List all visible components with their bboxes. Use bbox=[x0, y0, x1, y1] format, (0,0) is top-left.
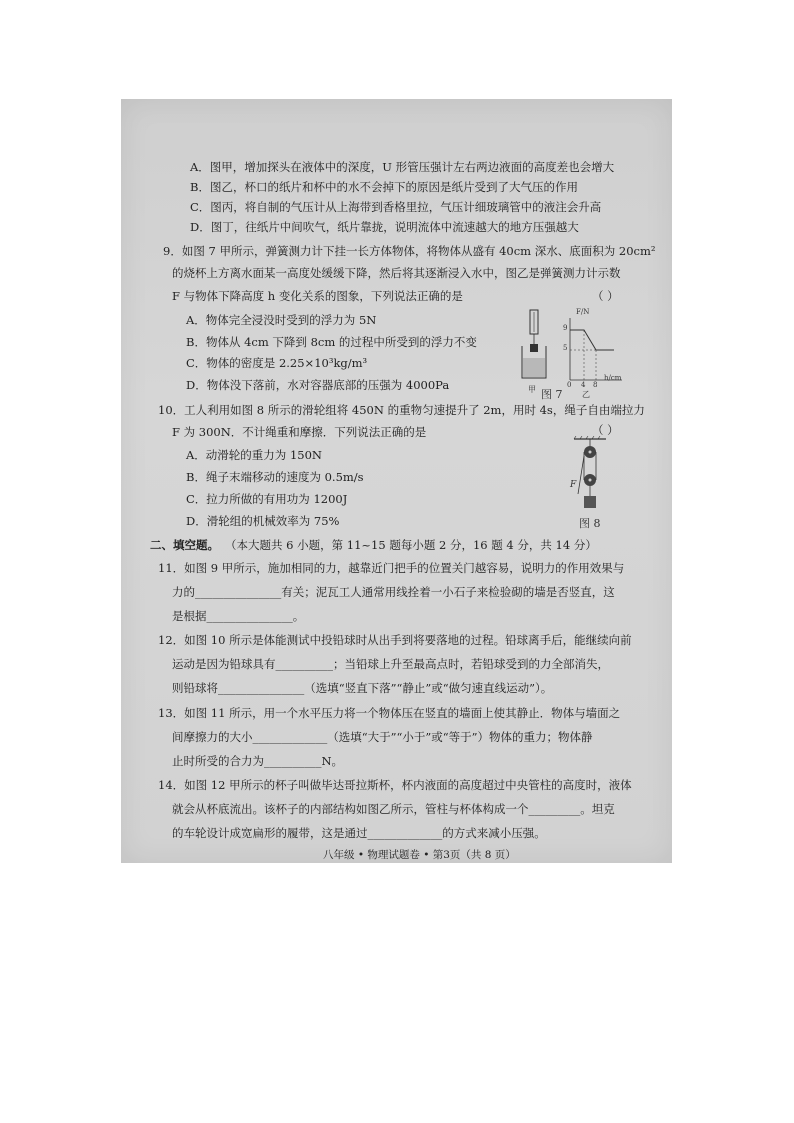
fig8-force-label: F bbox=[570, 480, 577, 490]
q10-option-d: D．滑轮组的机械效率为 75% bbox=[186, 514, 340, 528]
fig7-x-axis-label: h/cm bbox=[604, 374, 622, 382]
fig7-y-axis-label: F/N bbox=[576, 308, 590, 316]
q10-option-c: C．拉力所做的有用功为 1200J bbox=[186, 492, 348, 506]
section-2-title: 二、填空题。 bbox=[150, 538, 219, 552]
section-2-description: （本大题共 6 小题，第 11~15 题每小题 2 分，16 题 4 分，共 14 分） bbox=[225, 538, 597, 552]
q14-line1: 14．如图 12 甲所示的杯子叫做毕达哥拉斯杯，杯内液面的高度超过中央管柱的高度时，液体 bbox=[158, 778, 632, 792]
fig7-tick-8: 8 bbox=[593, 381, 598, 389]
q9-option-a: A．物体完全浸没时受到的浮力为 5N bbox=[186, 313, 377, 327]
fig7-caption: 图 7 bbox=[541, 388, 563, 401]
q9-stem-line2: 的烧杯上方离水面某一高度处缓缓下降，然后将其逐渐浸入水中，图乙是弹簧测力计示数 bbox=[172, 266, 621, 280]
page-footer: 八年级 • 物理试题卷 • 第3页（共 8 页） bbox=[323, 849, 516, 861]
q9-option-d: D．物体没下落前，水对容器底部的压强为 4000Pa bbox=[186, 378, 450, 392]
q9-stem-line3: F 与物体下降高度 h 变化关系的图象，下列说法正确的是 bbox=[172, 289, 463, 303]
fig7-tick-5: 5 bbox=[563, 344, 568, 352]
fig7-tick-9: 9 bbox=[563, 324, 568, 332]
q14-line3: 的车轮设计成宽扁形的履带，这是通过_____________的方式来减小压强。 bbox=[172, 826, 546, 840]
q10-answer-paren: （ ） bbox=[592, 423, 619, 437]
q12-line1: 12．如图 10 所示是体能测试中投铅球时从出手到将要落地的过程。铅球离手后，能继续向前 bbox=[158, 633, 632, 647]
q8-option-c: C．图丙，将自制的气压计从上海带到香格里拉，气压计细玻璃管中的液注会升高 bbox=[190, 200, 602, 214]
q8-option-b: B．图乙，杯口的纸片和杯中的水不会掉下的原因是纸片受到了大气压的作用 bbox=[190, 180, 578, 194]
q9-option-b: B．物体从 4cm 下降到 8cm 的过程中所受到的浮力不变 bbox=[186, 335, 477, 349]
q10-option-a: A．动滑轮的重力为 150N bbox=[186, 448, 322, 462]
q10-stem-line1: 10．工人利用如图 8 所示的滑轮组将 450N 的重物匀速提升了 2m，用时 4s，绳子自由端拉力 bbox=[158, 403, 645, 417]
q8-option-d: D．图丁，往纸片中间吹气，纸片靠拢，说明流体中流速越大的地方压强越大 bbox=[190, 220, 579, 234]
fig8-caption: 图 8 bbox=[579, 517, 601, 530]
figure-8 bbox=[568, 436, 612, 516]
q11-line3: 是根据_______________。 bbox=[172, 609, 305, 623]
figure-8-drawing bbox=[568, 436, 612, 516]
q11-line2: 力的_______________有关；泥瓦工人通常用线拴着一小石子来检验砌的墙是否竖直，这 bbox=[172, 585, 615, 599]
q12-line3: 则铅球将_______________（选填“竖直下落”“静止”或“做匀速直线运动”）。 bbox=[172, 681, 553, 695]
q10-stem-line2: F 为 300N．不计绳重和摩擦．下列说法正确的是 bbox=[172, 425, 427, 439]
q13-line1: 13．如图 11 所示，用一个水平压力将一个物体压在竖直的墙面上使其静止．物体与墙面之 bbox=[158, 706, 621, 720]
fig7-label-jia: 甲 bbox=[528, 385, 536, 394]
q12-line2: 运动是因为铅球具有__________；当铅球上升至最高点时，若铅球受到的力全部消失， bbox=[172, 657, 609, 671]
q10-option-b: B．绳子末端移动的速度为 0.5m/s bbox=[186, 470, 364, 484]
q9-option-c: C．物体的密度是 2.25×10³kg/m³ bbox=[186, 356, 368, 370]
q9-stem-line1: 9．如图 7 甲所示，弹簧测力计下挂一长方体物体，将物体从盛有 40cm 深水、底面积为 20cm² bbox=[163, 244, 656, 258]
q9-answer-paren: （ ） bbox=[592, 289, 619, 303]
q11-line1: 11．如图 9 甲所示，施加相同的力，越靠近门把手的位置关门越容易，说明力的作用效果与 bbox=[158, 561, 625, 575]
q14-line2: 就会从杯底流出。该杯子的内部结构如图乙所示，管柱与杯体构成一个_________。坦克 bbox=[172, 802, 615, 816]
fig7-label-yi: 乙 bbox=[582, 390, 590, 399]
q13-line2: 间摩擦力的大小_____________（选填“大于”“小于”或“等于”）物体的重力；物体静 bbox=[172, 730, 593, 744]
fig7-tick-4: 4 bbox=[581, 381, 586, 389]
fig7-tick-0: 0 bbox=[567, 381, 572, 389]
figure-7 bbox=[518, 308, 628, 398]
q13-line3: 止时所受的合力为__________N。 bbox=[172, 754, 344, 768]
q8-option-a: A．图甲，增加探头在液体中的深度，U 形管压强计左右两边液面的高度差也会增大 bbox=[190, 160, 615, 174]
